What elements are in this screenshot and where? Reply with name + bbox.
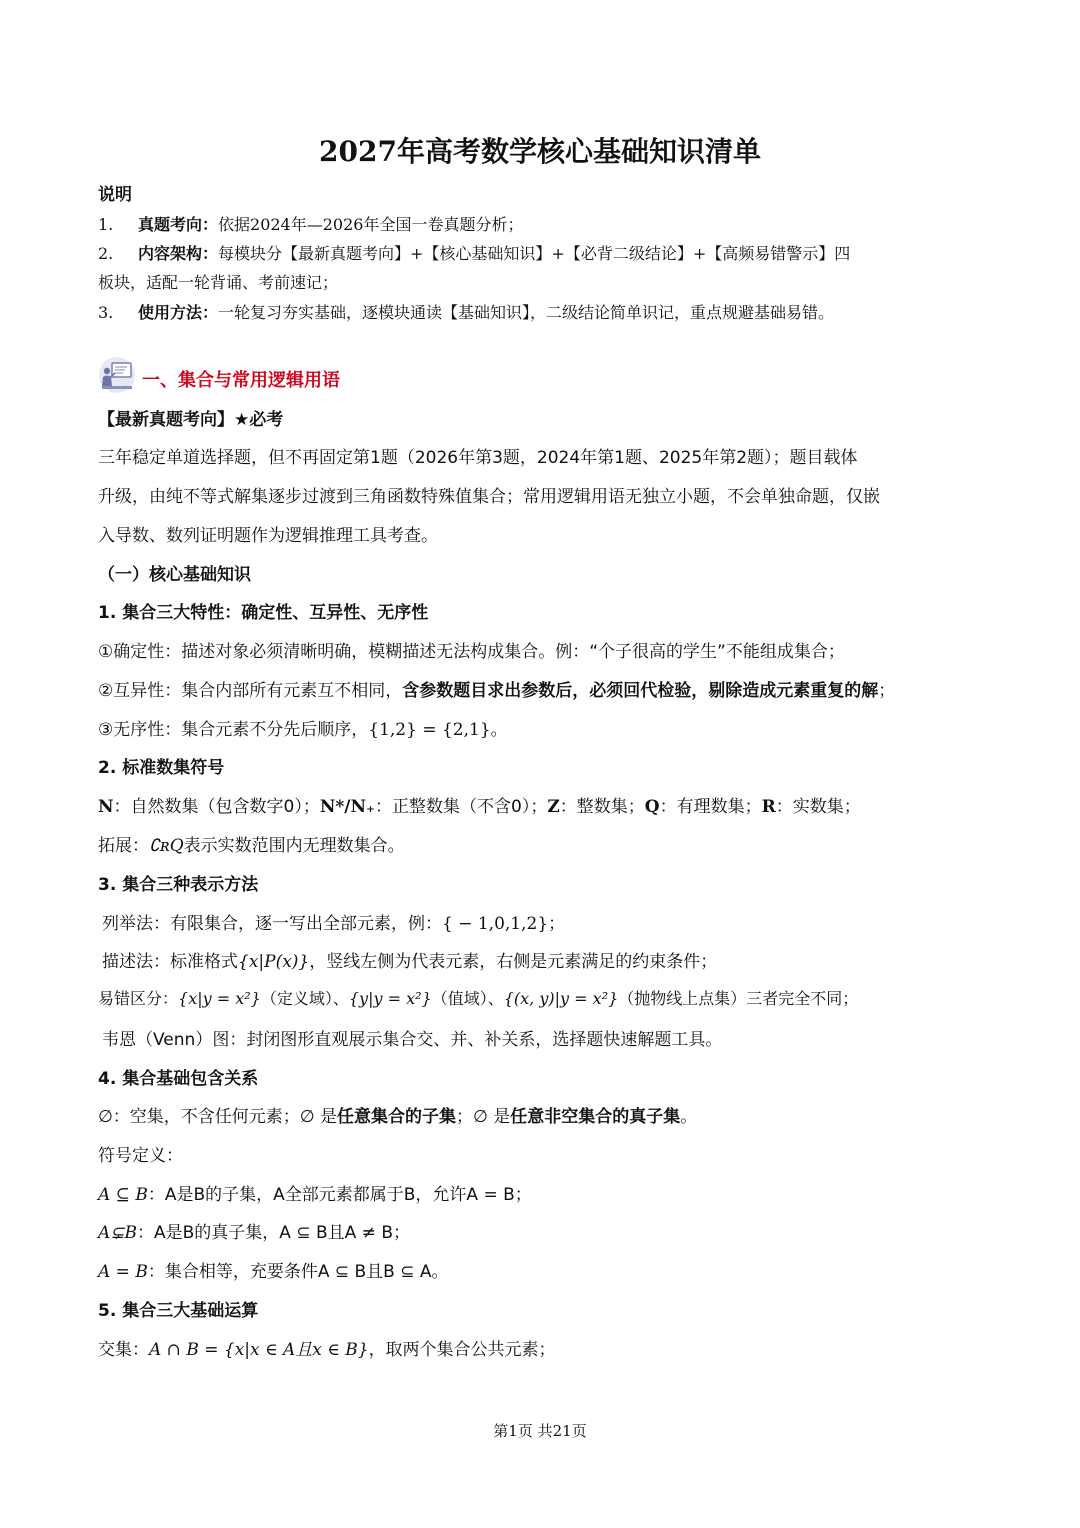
note-item-2-num: 2. [98,244,114,263]
p2-line-2-math: ∁ʀQ [149,836,184,856]
p3-line-1-a: 列举法：有限集合，逐一写出全部元素，例： [102,914,442,934]
exam-line-2: 升级，由纯不等式解集逐步过渡到三角函数特殊值集合；常用逻辑用语无独立小题，不会单独命题，仅嵌 [98,487,880,507]
exam-line-1: 三年稳定单道选择题，但不再固定第1题（2026年第3题，2024年第1题、2025年第2题）；题目载体 [98,448,858,468]
subsection-heading-4: 4. 集合基础包含关系 [98,1069,259,1089]
note-item-1 [98,212,523,235]
p2-symbol-n: N [98,797,114,817]
p4-line-3 [98,1180,532,1205]
p5-line-1 [98,1335,556,1360]
p3-line-3-b: （定义域）、 [260,989,349,1008]
subsection-heading-2: 2. 标准数集符号 [98,758,225,778]
p4-line-5-b: ：集合相等，充要条件 [147,1262,318,1282]
p3-line-1-math: { − 1,0,1,2} [442,914,549,934]
p4-line-1 [98,1102,697,1127]
p1-line-3 [98,715,508,740]
p1-line-2-c: ； [878,681,896,701]
p2-text-q: ：有理数集； [659,797,762,817]
p3-line-1-b: ； [548,914,566,934]
p4-line-4-c: A是B的真子集，A ⊆ B且A ≠ B； [154,1223,410,1243]
p4-line-3-math: A ⊆ B [98,1185,148,1205]
subsection-heading-5: 5. 集合三大基础运算 [98,1301,259,1321]
p2-symbol-nplus: N*/N₊ [319,797,376,817]
page-title: 2027年高考数学核心基础知识清单 [319,135,761,168]
note-item-2-cont: 板块，适配一轮背诵、考前速记； [98,273,339,292]
p2-line-2-b: 表示实数范围内无理数集合。 [183,836,405,856]
p1-line-3-a: ③无序性：集合元素不分先后顺序， [98,720,369,740]
p4-line-1-c: ；∅ 是 [456,1107,511,1127]
note-item-2-text: 每模块分【最新真题考向】+【核心基础知识】+【必背二级结论】+【高频易错警示】四 [218,244,851,263]
note-item-1-num: 1. [98,215,114,234]
p3-line-3-c: （值域）、 [431,989,504,1008]
p4-line-5 [98,1257,449,1282]
p1-line-3-math: {1,2} = {2,1} [368,720,491,740]
p4-line-1-a: ∅：空集，不含任何元素；∅ 是 [98,1107,338,1127]
page-footer: 第1页 共21页 [493,1422,587,1440]
p2-line-1 [98,792,861,817]
p4-line-4-b: ： [137,1223,155,1243]
note-item-3-text: 一轮复习夯实基础，逐模块通读【基础知识】，二级结论简单识记，重点规避基础易错。 [218,303,835,322]
p2-line-2-a: 拓展： [98,836,149,856]
subsection-heading-1: 1. 集合三大特性：确定性、互异性、无序性 [98,603,429,623]
p3-line-1 [102,909,565,934]
p1-line-1: ①确定性：描述对象必须清晰明确，模糊描述无法构成集合。例：“个子很高的学生”不能组成集合； [98,642,845,662]
exam-heading: 【最新真题考向】★必考 [98,410,284,430]
p2-text-n: ：自然数集（包含数字0）； [113,797,320,817]
p3-line-2-a: 描述法：标准格式 [102,952,238,972]
p2-text-nplus: ：正整数集（不含0）； [375,797,548,817]
p4-line-5-math: A = B [98,1262,148,1282]
p2-line-2 [98,831,405,856]
p2-symbol-q: Q [644,797,660,817]
p4-line-3-b: ： [147,1185,165,1205]
note-label: 说明 [98,185,132,205]
note-item-2 [98,241,850,264]
p4-line-5-c: A ⊆ B且B ⊆ A。 [317,1262,449,1282]
p4-line-3-c: A是B的子集，A全部元素都属于B，允许A = B； [164,1185,532,1205]
p1-line-2-bold: 含参数题目求出参数后，必须回代检验，剔除造成元素重复的解 [402,681,879,701]
p3-line-2 [102,947,717,972]
p4-line-1-e: 。 [680,1107,698,1127]
p4-line-4-math: A⊊B [98,1223,138,1243]
p3-line-3-math-2: {y|y = x²} [348,989,432,1008]
p3-line-2-math: {x|P(x)} [238,952,310,972]
p2-text-z: ：整数集； [559,797,645,817]
note-item-3-lead: 使用方法： [138,303,219,322]
note-item-1-lead: 真题考向： [138,215,219,234]
exam-line-3: 入导数、数列证明题作为逻辑推理工具考查。 [98,526,438,546]
p2-symbol-z: Z [547,797,560,817]
p3-line-2-b: ，竖线左侧为代表元素，右侧是元素满足的约束条件； [309,952,718,972]
p3-line-3-d: （抛物线上点集）三者完全不同； [618,989,859,1008]
note-item-2-lead: 内容架构： [138,244,219,263]
core-heading: （一）核心基础知识 [98,565,251,585]
p3-line-3-a: 易错区分： [98,989,179,1008]
p3-line-3 [98,986,858,1009]
p5-line-1-a: 交集： [98,1340,149,1360]
p4-line-2: 符号定义： [98,1146,183,1166]
p2-symbol-r: R [761,797,776,817]
p1-line-2-a: ②互异性：集合内部所有元素互不相同， [98,681,403,701]
note-item-3-num: 3. [98,303,114,322]
p4-line-4 [98,1218,410,1243]
p3-line-3-math-1: {x|y = x²} [178,989,261,1008]
note-item-3 [98,300,834,323]
p3-line-3-math-3: {(x, y)|y = x²} [503,989,619,1008]
p1-line-3-b: 。 [490,720,508,740]
p4-line-1-bold-1: 任意集合的子集 [337,1107,457,1127]
p1-line-2 [98,676,895,701]
subsection-heading-3: 3. 集合三种表示方法 [98,875,259,895]
section-title: 一、集合与常用逻辑用语 [142,370,340,391]
chalkboard-teacher-icon [98,356,136,394]
p4-line-1-bold-2: 任意非空集合的真子集 [510,1107,681,1127]
p2-text-r: ：实数集； [775,797,861,817]
p5-line-1-b: ，取两个集合公共元素； [368,1340,556,1360]
note-item-1-text: 依据2024年—2026年全国一卷真题分析； [218,215,524,234]
p5-line-1-math: A ∩ B = {x|x ∈ A且x ∈ B} [149,1340,369,1360]
p3-line-4: 韦恩（Venn）图：封闭图形直观展示集合交、并、补关系，选择题快速解题工具。 [102,1030,723,1050]
